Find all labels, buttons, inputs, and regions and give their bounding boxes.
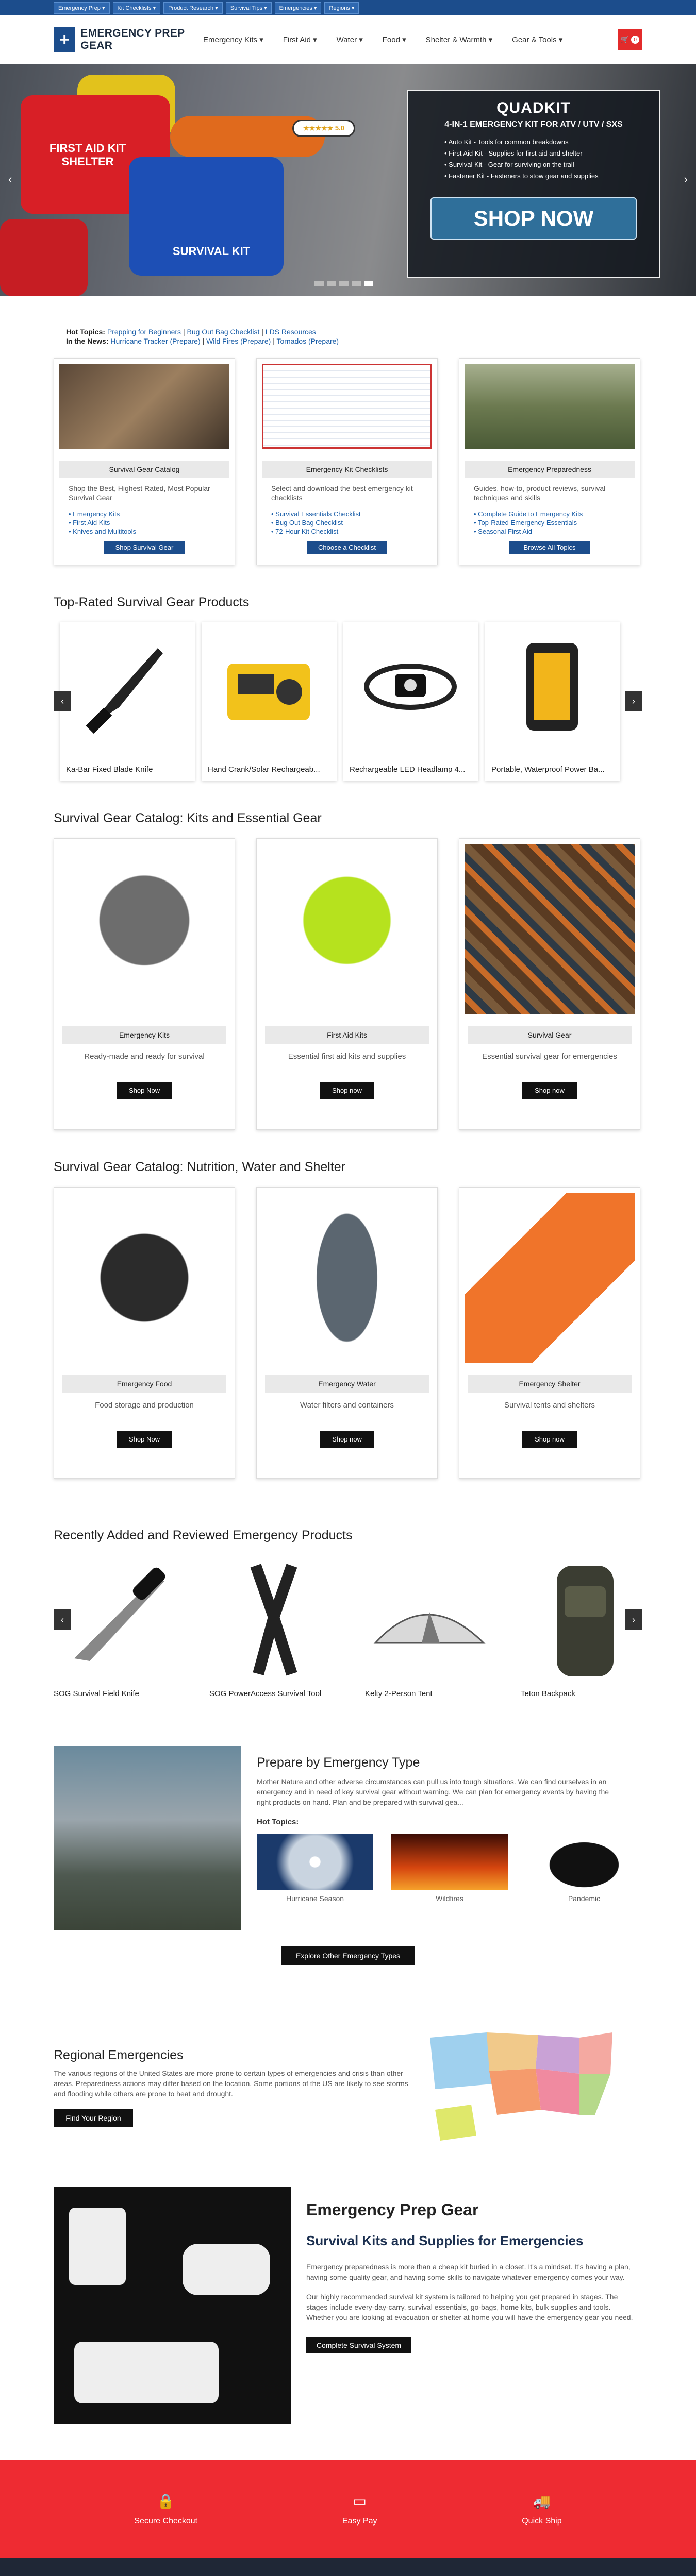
card-link[interactable]: Complete Guide to Emergency Kits (478, 510, 583, 518)
hero-bullet: • Survival Kit - Gear for surviving on the trail (444, 159, 643, 171)
hero-dot[interactable] (339, 281, 349, 286)
carousel-prev-icon[interactable]: ‹ (54, 1609, 71, 1630)
category-card-emergency-shelter (459, 1187, 640, 1479)
product-name: Ka-Bar Fixed Blade Knife (66, 765, 153, 774)
cart-icon: 🛒 (620, 36, 629, 43)
card-links (69, 510, 229, 536)
lake-photo (54, 1746, 241, 1930)
main-content (54, 358, 642, 2424)
hero-slider (0, 64, 696, 296)
shop-survival-gear-button[interactable]: Shop Survival Gear (104, 541, 185, 554)
choose-checklist-button[interactable]: Choose a Checklist (307, 541, 387, 554)
card-link[interactable]: Bug Out Bag Checklist (275, 519, 343, 527)
credit-card-icon: ▭ (353, 2493, 367, 2509)
news-link[interactable]: Wild Fires (Prepare) (206, 337, 271, 345)
category-text: Survival tents and shelters (504, 1401, 595, 1410)
recent-product[interactable] (54, 1555, 184, 1710)
category-image (59, 844, 229, 1014)
tent-image (365, 1555, 495, 1682)
card-emergency-kit-checklists (256, 358, 438, 565)
explore-emergency-types-button[interactable]: Explore Other Emergency Types (281, 1946, 415, 1965)
catalog-kits-title: Survival Gear Catalog: Kits and Essential Gear (54, 811, 322, 825)
regional-text: The various regions of the United States are more prone to certain types of emergencies and crisis than other areas. Preparedness actions may differ based on the location. Some portions of the US are likely to see storms and flooding while others are prone to heat and drought. (54, 2069, 408, 2098)
card-title: Emergency Preparedness (465, 461, 635, 478)
card-link[interactable]: Top-Rated Emergency Essentials (477, 519, 577, 527)
category-title: Survival Gear (468, 1026, 632, 1044)
category-image (262, 1193, 432, 1363)
shop-now-button[interactable]: Shop now (320, 1082, 374, 1099)
nav-shelter-warmth[interactable]: Shelter & Warmth ▾ (425, 36, 493, 44)
category-card-emergency-kits (54, 838, 235, 1130)
hero-shop-now-button[interactable]: SHOP NOW (430, 197, 637, 240)
recent-product-name: SOG Survival Field Knife (54, 1689, 139, 1698)
category-text: Ready-made and ready for survival (84, 1052, 205, 1061)
topbar-product-research[interactable]: Product Research ▾ (163, 2, 223, 14)
carousel-next-icon[interactable]: › (625, 1609, 642, 1630)
hero-red-bag-small (0, 219, 88, 296)
site-logo[interactable] (54, 27, 203, 52)
nav-emergency-kits[interactable]: Emergency Kits ▾ (203, 36, 263, 44)
category-title: Emergency Kits (62, 1026, 226, 1044)
product-card[interactable] (485, 622, 620, 781)
feature-secure-checkout (134, 2493, 197, 2526)
recent-products-title: Recently Added and Reviewed Emergency Products (54, 1528, 353, 1543)
site-footer (0, 2558, 696, 2576)
card-title: Survival Gear Catalog (59, 461, 229, 478)
topbar-kit-checklists[interactable]: Kit Checklists ▾ (113, 2, 161, 14)
hot-topics-label: Hot Topics: (66, 328, 105, 336)
category-card-emergency-water (256, 1187, 438, 1479)
find-region-button[interactable]: Find Your Region (54, 2109, 133, 2127)
hero-next-arrow-icon[interactable]: › (684, 173, 688, 185)
knife-image (80, 638, 173, 736)
prepare-hot-topics-label: Hot Topics: (257, 1818, 299, 1826)
logo-cross-icon: + (54, 27, 75, 52)
brand-name: EMERGENCY PREP GEAR (80, 27, 185, 52)
feature-label: Secure Checkout (134, 2516, 198, 2526)
hot-topic-link[interactable]: Prepping for Beginners (107, 328, 181, 336)
hero-prev-arrow-icon[interactable]: ‹ (8, 173, 12, 185)
intro-cards (54, 358, 642, 565)
hero-dot[interactable] (352, 281, 361, 286)
product-name: Portable, Waterproof Power Ba... (491, 765, 605, 774)
topic-name: Pandemic (568, 1894, 601, 1903)
card-title: Emergency Kit Checklists (262, 461, 432, 478)
card-text: Select and download the best emergency kit checklists (271, 484, 413, 502)
card-image (262, 364, 432, 449)
site-header (0, 15, 696, 64)
category-card-first-aid-kits (256, 838, 438, 1130)
category-card-survival-gear (459, 838, 640, 1130)
category-title: Emergency Shelter (468, 1375, 632, 1393)
top-rated-carousel (54, 622, 642, 781)
truck-icon: 🚚 (533, 2493, 551, 2509)
hero-bullets (424, 137, 643, 182)
prepare-title: Prepare by Emergency Type (257, 1755, 420, 1770)
shop-now-button[interactable]: Shop Now (117, 1431, 172, 1448)
carousel-prev-icon[interactable]: ‹ (54, 691, 71, 711)
carousel-next-icon[interactable]: › (625, 691, 642, 711)
feature-label: Quick Ship (522, 2516, 562, 2526)
recent-product[interactable] (209, 1555, 339, 1710)
topic-name: Wildfires (436, 1894, 463, 1903)
card-text: Shop the Best, Highest Rated, Most Popular Survival Gear (69, 484, 210, 502)
kit-system-image (54, 2187, 291, 2424)
card-link[interactable]: 72-Hour Kit Checklist (275, 528, 339, 535)
category-text: Food storage and production (95, 1401, 194, 1410)
category-image (465, 1193, 635, 1363)
product-card[interactable] (343, 622, 478, 781)
shop-now-button[interactable]: Shop now (522, 1431, 577, 1448)
mask-image (526, 1834, 642, 1890)
topic-pandemic[interactable] (526, 1834, 642, 1903)
us-regions-map[interactable] (425, 2027, 618, 2151)
feature-label: Easy Pay (342, 2516, 377, 2526)
product-card[interactable] (60, 622, 195, 781)
hot-topic-link[interactable]: LDS Resources (265, 328, 316, 336)
card-image (465, 364, 635, 449)
hero-dot-active[interactable] (364, 281, 373, 286)
topic-hurricane[interactable] (257, 1834, 373, 1903)
wildfire-image (391, 1834, 508, 1890)
feature-easy-pay (342, 2493, 377, 2526)
recent-product[interactable] (365, 1555, 495, 1710)
topbar-regions[interactable]: Regions ▾ (324, 2, 359, 14)
recent-product-name: Kelty 2-Person Tent (365, 1689, 433, 1698)
cart-button[interactable] (618, 29, 642, 50)
card-link[interactable]: Seasonal First Aid (478, 528, 532, 535)
lock-icon: 🔒 (157, 2493, 175, 2509)
hurricane-image (257, 1834, 373, 1890)
news-link[interactable]: Hurricane Tracker (Prepare) (110, 337, 201, 345)
product-name: Hand Crank/Solar Rechargeab... (208, 765, 320, 774)
top-utility-bar (0, 0, 696, 15)
card-image (59, 364, 229, 449)
card-emergency-preparedness (459, 358, 640, 565)
category-image (59, 1193, 229, 1363)
news-link[interactable]: Tornados (Prepare) (276, 337, 339, 345)
top-rated-title: Top-Rated Survival Gear Products (54, 595, 250, 609)
regional-emergencies-section (54, 2027, 642, 2151)
power-bank-image (506, 638, 599, 736)
intro-title: Emergency Prep Gear (306, 2200, 479, 2219)
topic-name: Hurricane Season (286, 1894, 344, 1903)
hero-promo-panel (407, 90, 660, 278)
intro-subtitle: Survival Kits and Supplies for Emergencies (306, 2233, 636, 2252)
topbar-survival-tips[interactable]: Survival Tips ▾ (226, 2, 272, 14)
card-text: Guides, how-to, product reviews, survival techniques and skills (474, 484, 606, 502)
rating-stars: ★★★★★ 5.0 (303, 124, 344, 132)
recent-products-carousel (54, 1555, 642, 1710)
card-link[interactable]: First Aid Kits (73, 519, 110, 527)
card-links (474, 510, 635, 536)
card-survival-gear-catalog (54, 358, 235, 565)
nav-water[interactable]: Water ▾ (336, 36, 363, 44)
card-link[interactable]: Survival Essentials Checklist (275, 510, 361, 518)
category-image (262, 844, 432, 1014)
hot-topic-link[interactable]: Bug Out Bag Checklist (187, 328, 260, 336)
feature-quick-ship (522, 2493, 561, 2526)
catalog-nutrition-title: Survival Gear Catalog: Nutrition, Water and Shelter (54, 1160, 345, 1174)
category-title: First Aid Kits (265, 1026, 429, 1044)
shop-now-button[interactable]: Shop Now (117, 1082, 172, 1099)
hero-title: QUADKIT (496, 99, 571, 116)
shop-now-button[interactable]: Shop now (320, 1431, 374, 1448)
nav-first-aid[interactable]: First Aid ▾ (283, 36, 317, 44)
card-links (271, 510, 432, 536)
card-link[interactable]: Emergency Kits (73, 510, 120, 518)
category-title: Emergency Food (62, 1375, 226, 1393)
about-prep-section (54, 2187, 642, 2424)
category-text: Water filters and containers (300, 1401, 394, 1410)
hero-dot[interactable] (314, 281, 324, 286)
cart-count: 0 (631, 36, 639, 44)
nav-food[interactable]: Food ▾ (382, 36, 406, 44)
recent-product-name: Teton Backpack (521, 1689, 575, 1698)
category-title: Emergency Water (265, 1375, 429, 1393)
topbar-emergency-prep[interactable]: Emergency Prep ▾ (54, 2, 110, 14)
hero-bullet: • First Aid Kit - Supplies for first aid and shelter (444, 148, 643, 159)
in-the-news-label: In the News: (66, 337, 109, 345)
nav-gear-tools[interactable]: Gear & Tools ▾ (512, 36, 563, 44)
regional-title: Regional Emergencies (54, 2048, 184, 2062)
hero-rating-badge (294, 121, 354, 135)
bag-label-first-aid: FIRST AID KIT SHELTER (49, 142, 126, 168)
features-band (0, 2460, 696, 2558)
hero-dot[interactable] (327, 281, 336, 286)
recent-product-name: SOG PowerAccess Survival Tool (209, 1689, 322, 1698)
shop-now-button[interactable]: Shop now (522, 1082, 577, 1099)
category-text: Essential survival gear for emergencies (482, 1052, 617, 1061)
prepare-text: Mother Nature and other adverse circumstances can pull us into tough situations. We can find ourselves in an emergency and in need of key survival gear without warning. We can plan for emergency events by having the right products on hand. Plan and be prepared with survival gea... (257, 1777, 609, 1806)
product-card[interactable] (202, 622, 337, 781)
intro-paragraph: Our highly recommended survival kit system is tailored to helping you get prepared in stages. The stages include every-day-carry, survival essentials, go-bags, home kits, bulk supplies and tools. Whether you are looking at evacuation or shelter at home you will have the emergency gear you need. (306, 2293, 633, 2321)
radio-image (222, 638, 315, 736)
hero-bullet: • Fastener Kit - Fasteners to stow gear and supplies (444, 171, 643, 182)
main-nav (203, 35, 618, 44)
hero-subtitle: 4-IN-1 EMERGENCY KIT FOR ATV / UTV / SXS (444, 120, 623, 129)
intro-paragraph: Emergency preparedness is more than a cheap kit buried in a closet. It's a mindset. It's having a plan, having some quality gear, and having some skills to navigate whatever emergency comes your way. (306, 2263, 631, 2281)
product-name: Rechargeable LED Headlamp 4... (350, 765, 466, 774)
topbar-emergencies[interactable]: Emergencies ▾ (275, 2, 322, 14)
hot-topics-bar: Hot Topics: Prepping for Beginners | Bug Out Bag Checklist | LDS Resources In the News: Hurricane Tracker (Prepare) | Wild Fires (Prepare) | Tornados (Prepare) (66, 328, 339, 345)
multitool-image (209, 1555, 339, 1682)
recent-product[interactable] (521, 1555, 651, 1710)
complete-survival-system-button[interactable]: Complete Survival System (306, 2337, 411, 2353)
category-text: Essential first aid kits and supplies (288, 1052, 406, 1061)
headlamp-image (364, 638, 457, 736)
prepare-by-type-section (54, 1746, 642, 1930)
browse-all-topics-button[interactable]: Browse All Topics (509, 541, 590, 554)
catalog-nutrition-grid (54, 1187, 642, 1479)
bag-label-survival: SURVIVAL KIT (172, 245, 251, 258)
hero-pagination (314, 281, 373, 286)
card-link[interactable]: Knives and Multitools (73, 528, 137, 535)
category-card-emergency-food (54, 1187, 235, 1479)
catalog-kits-grid (54, 838, 642, 1130)
field-knife-image (54, 1555, 184, 1682)
topic-wildfires[interactable] (391, 1834, 508, 1903)
category-image (465, 844, 635, 1014)
hero-bullet: • Auto Kit - Tools for common breakdowns (444, 137, 643, 148)
